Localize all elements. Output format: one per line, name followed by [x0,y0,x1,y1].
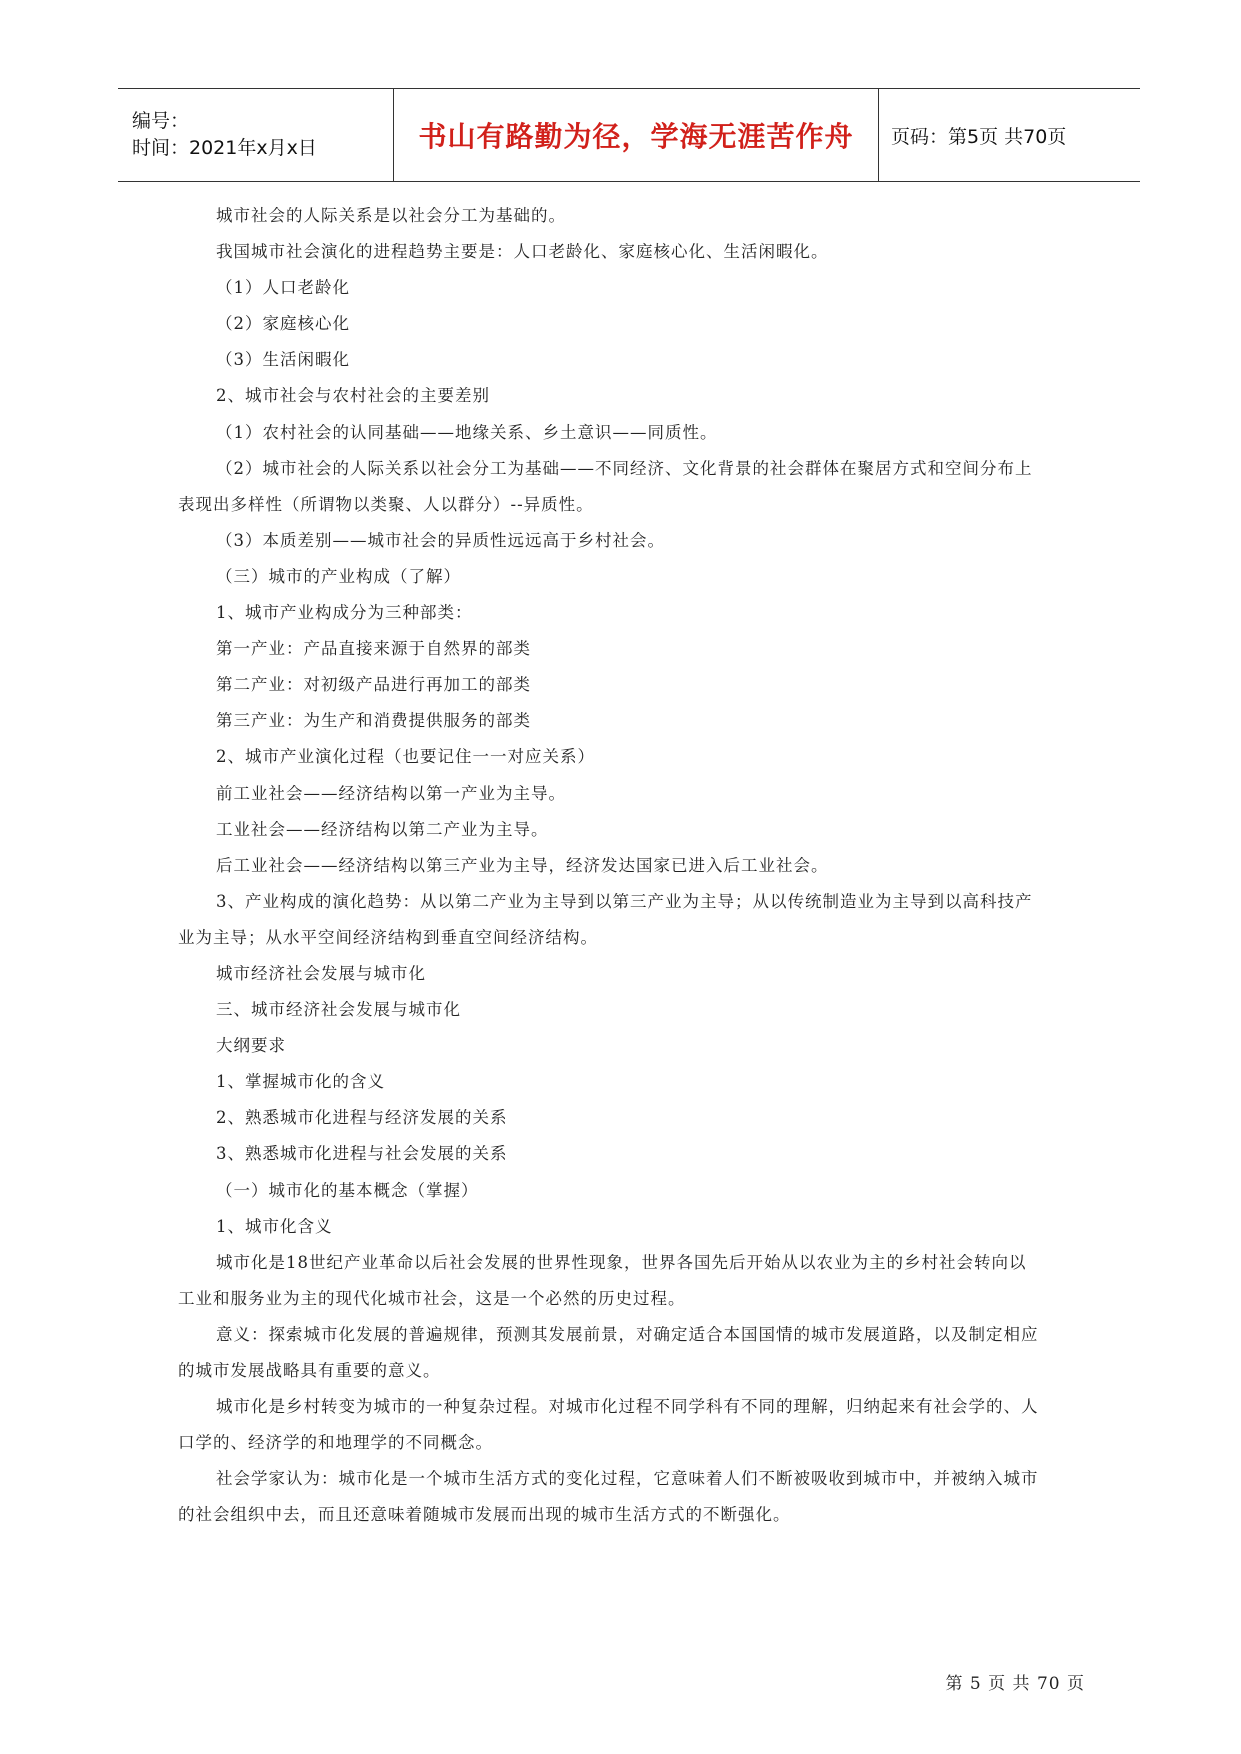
paragraph-line: 的社会组织中去，而且还意味着随城市发展而出现的城市生活方式的不断强化。 [178,1505,791,1525]
paragraph-line: 工业和服务业为主的现代化城市社会，这是一个必然的历史过程。 [178,1288,686,1308]
paragraph-line: 意义：探索城市化发展的普遍规律，预测其发展前景，对确定适合本国国情的城市发展道路，以及制定相应 [216,1324,1039,1344]
paragraph-line: （1）农村社会的认同基础——地缘关系、乡土意识——同质性。 [216,422,718,442]
paragraph-line: 工业社会——经济结构以第二产业为主导。 [216,819,549,839]
page-footer: 第 5 页 共 70 页 [945,1674,1085,1694]
paragraph-line: （2）家庭核心化 [216,314,350,334]
header-page-number: 页码：第5页 共70页 [891,125,1067,148]
header-info [118,89,394,181]
paragraph-line: 2、城市产业演化过程（也要记住一一对应关系） [216,747,595,767]
paragraph-line: 城市化是乡村转变为城市的一种复杂过程。对城市化过程不同学科有不同的理解，归纳起来有社会学的、人 [216,1397,1039,1417]
paragraph-line: （三）城市的产业构成（了解） [216,566,461,586]
paragraph-line: （3）本质差别——城市社会的异质性远远高于乡村社会。 [216,530,665,550]
paragraph-line: 前工业社会——经济结构以第一产业为主导。 [216,783,566,803]
paragraph-line: 2、城市社会与农村社会的主要差别 [216,386,490,406]
paragraph-line: 社会学家认为：城市化是一个城市生活方式的变化过程，它意味着人们不断被吸收到城市中，并被纳入城市 [216,1469,1039,1489]
paragraph-line: 表现出多样性（所谓物以类聚、人以群分）--异质性。 [178,494,594,514]
header-motto: 书山有路勤为径，学海无涯苦作舟 [418,120,854,153]
paragraph-line: 三、城市经济社会发展与城市化 [216,1000,461,1020]
paragraph-line: 业为主导；从水平空间经济结构到垂直空间经济结构。 [178,927,598,947]
paragraph-line: （一）城市化的基本概念（掌握） [216,1180,479,1200]
paragraph-line: 城市化是18世纪产业革命以后社会发展的世界性现象，世界各国先后开始从以农业为主的乡村社会转向以 [216,1252,1027,1272]
paragraph-line: 2、熟悉城市化进程与经济发展的关系 [216,1108,508,1128]
paragraph-line: 3、产业构成的演化趋势：从以第二产业为主导到以第三产业为主导；从以传统制造业为主导到以高科技产 [216,891,1033,911]
paragraph-line: 第一产业：产品直接来源于自然界的部类 [216,639,531,659]
paragraph-line: 第三产业：为生产和消费提供服务的部类 [216,711,531,731]
paragraph-line: 的城市发展战略具有重要的意义。 [178,1361,441,1380]
paragraph-line: 1、掌握城市化的含义 [216,1072,385,1092]
header-motto-cell [394,89,879,181]
paragraph-line: （1）人口老龄化 [216,278,350,298]
document-number-label: 编号： [132,110,190,132]
paragraph-line: 1、城市化含义 [216,1216,333,1236]
paragraph-line: （2）城市社会的人际关系以社会分工为基础——不同经济、文化背景的社会群体在聚居方式和空间分布上 [216,458,1033,478]
paragraph-line: 我国城市社会演化的进程趋势主要是：人口老龄化、家庭核心化、生活闲暇化。 [216,242,829,262]
paragraph-line: 后工业社会——经济结构以第三产业为主导，经济发达国家已进入后工业社会。 [216,855,829,875]
document-body [178,204,1082,1539]
document-time-label: 时间：2021年x月x日 [132,137,317,159]
paragraph-line: 口学的、经济学的和地理学的不同概念。 [178,1433,493,1453]
header-page-cell [879,89,1140,181]
paragraph-line: 城市经济社会发展与城市化 [216,963,426,983]
paragraph-line: 3、熟悉城市化进程与社会发展的关系 [216,1144,508,1164]
paragraph-line: 1、城市产业构成分为三种部类： [216,603,473,623]
paragraph-line: 城市社会的人际关系是以社会分工为基础的。 [216,206,566,225]
paragraph-line: 大纲要求 [216,1036,286,1056]
paragraph-line: （3）生活闲暇化 [216,350,350,370]
paragraph-line: 第二产业：对初级产品进行再加工的部类 [216,675,531,695]
document-header [118,88,1140,182]
